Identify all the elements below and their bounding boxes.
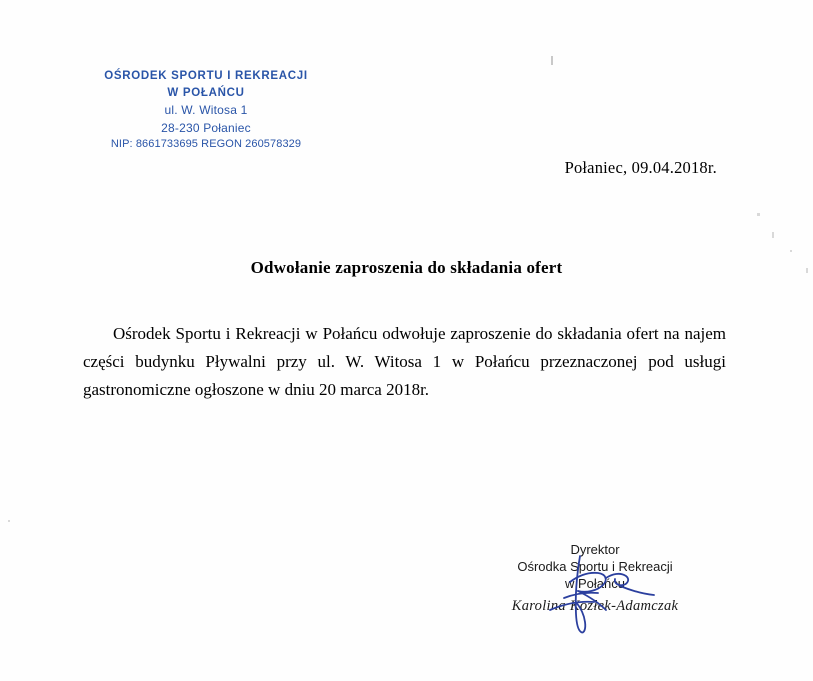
scan-artifact xyxy=(790,250,792,252)
signature-block xyxy=(440,541,750,615)
scan-artifact xyxy=(757,213,760,216)
scan-artifact xyxy=(551,56,553,65)
signature-name: Karolina Kozłek-Adamczak xyxy=(511,598,679,614)
letterhead-city: 28-230 Połaniec xyxy=(161,120,251,135)
scan-artifact xyxy=(8,520,10,522)
letterhead-street: ul. W. Witosa 1 xyxy=(164,103,248,118)
document-title: Odwołanie zaproszenia do składania ofert xyxy=(250,258,563,277)
signature-role-line1: Dyrektor xyxy=(570,542,620,557)
letterhead-organization-line1: OŚRODEK SPORTU I REKREACJI xyxy=(104,70,308,82)
letterhead-tax-ids: NIP: 8661733695 REGON 260578329 xyxy=(110,138,302,151)
scan-artifact xyxy=(772,232,774,238)
document-body-paragraph: Ośrodek Sportu i Rekreacji w Połańcu odwołuje zaproszenie do składania ofert na najem części budynku Pływalni przy ul. W. Witosa 1 w Połańcu przeznaczonej pod usługi gastronomiczne ogłoszone w dniu 20 marca 2018r. xyxy=(83,324,726,399)
scan-artifact xyxy=(806,268,808,273)
signature-role-line2: Ośrodka Sportu i Rekreacji xyxy=(517,559,673,574)
place-and-date: Połaniec, 09.04.2018r. xyxy=(564,158,717,177)
letterhead-organization-line2: W POŁAŃCU xyxy=(167,86,245,99)
letterhead-stamp xyxy=(56,68,356,153)
signature-role-line3: w Połańcu xyxy=(565,576,625,591)
